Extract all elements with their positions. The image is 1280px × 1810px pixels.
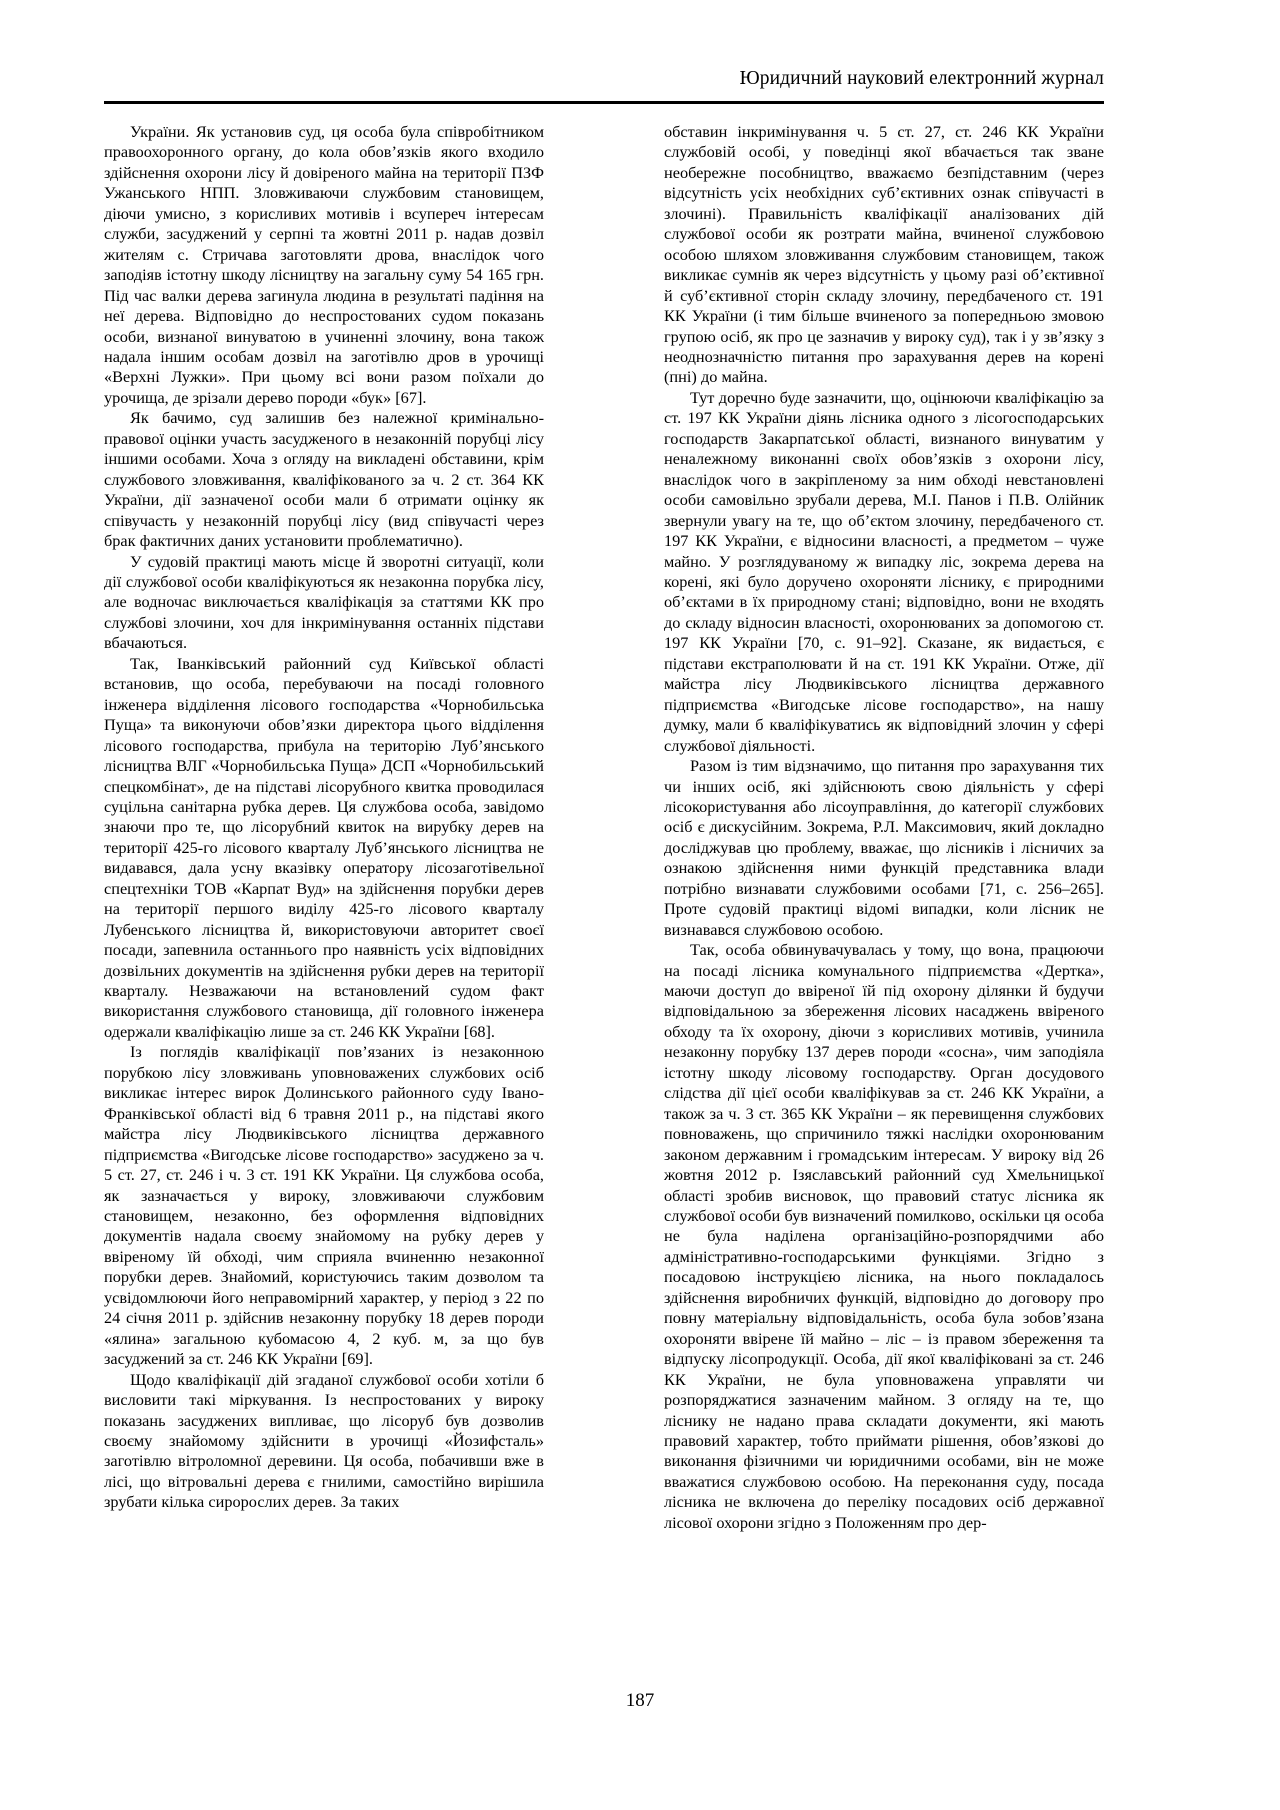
paragraph: Так, особа обвинувачувалась у тому, що вона, працюючи на посаді лісника комунального підприємства «Дертка», маючи доступ до ввіреної їй під охорону ділянки й будучи відповідальною за збереження лісових насаджень ввіреного обходу та їх охорону, діючи з корисливих мотивів, учинила незаконну порубку 137 дерев породи «сосна», чим заподіяла істотну шкоду лісовому господарству. Орган досудового слідства дії цієї особи кваліфікував за ст. 246 КК України, а також за ч. 3 ст. 365 КК України – як перевищення службових повноважень, що спричинило тяжкі наслідки охоронюваним законом державним і громадським інтересам. У вироку від 26 жовтня 2012 р. Ізяславський районний суд Хмельницької області зробив висновок, що правовий статус лісника як службової особи був визначений помилково, оскільки ця особа не була наділена організаційно-розпорядчими або адміністративно-господарськими функціями. Згідно з посадовою інструкцією лісника, на нього покладалось здійснення виробничих функцій, відповідно до договору про повну матеріальну відповідальність, особа була зобов’язана охороняти ввірене їй майно – ліс – із правом збереження та відпуску лісопродукції. Особа, дії якої кваліфіковані за ст. 246 КК України, не була уповноважена управляти чи розпоряджатися зазначеним майном. З огляду на те, що ліснику не надано права складати документи, які мають правовий характер, тобто приймати рішення, обов’язкові до виконання фізичними чи юридичними особами, він не може вважатися службовою особою. На переконання суду, посада лісника не включена до переліку посадових осіб державної лісової охорони згідно з Положенням про дер- <box>664 940 1104 1532</box>
paragraph: Тут доречно буде зазначити, що, оцінюючи кваліфікацію за ст. 197 КК України діянь лісника одного з лісогосподарських господарств Закарпатської області, визнаного винуватим у неналежному виконанні своїх обов’язків з охорони лісу, внаслідок чого в закріпленому за ним обході невстановлені особи самовільно зрубали дерева, М.І. Панов і П.В. Олійник звернули увагу на те, що об’єктом злочину, передбаченого ст. 197 КК України, є відносини власності, а предметом – чуже майно. У розглядуваному ж випадку ліс, зокрема дерева на корені, які було доручено охороняти ліснику, є природними об’єктами в їх природному стані; відповідно, вони не входять до складу відносин власності, охоронюваних за допомогою ст. 197 КК України [70, с. 91–92]. Сказане, як видається, є підстави екстраполювати й на ст. 191 КК України. Отже, дії майстра лісу Людвиківського лісництва державного підприємства «Вигодське лісове господарство», на нашу думку, мали б кваліфікуватись як відповідний злочин у сфері службової діяльності. <box>664 387 1104 755</box>
paragraph: Як бачимо, суд залишив без належної кримінально-правової оцінки участь засудженого в незаконній порубці лісу іншими особами. Хоча з огляду на викладені обставини, крім службового зловживання, кваліфікованого за ч. 2 ст. 364 КК України, дії зазначеної особи мали б отримати оцінку як співучасть у незаконній порубці лісу (вид співучасті через брак фактичних даних установити проблематично). <box>104 408 544 551</box>
paragraph: обставин інкримінування ч. 5 ст. 27, ст. 246 КК України службовій особі, у поведінці якої вбачається так зване необережне пособництво, вважаємо безпідставним (через відсутність усіх необхідних суб’єктивних ознак співучасті в злочині). Правильність кваліфікації аналізованих дій службової особи як розтрати майна, вчиненої службовою особою шляхом зловживання службовим становищем, також викликає сумнів як через відсутність у цьому разі об’єктивної й суб’єктивної сторін складу злочину, передбаченого ст. 191 КК України (і тим більше вчиненого за попередньою змовою групою осіб, як про це зазначив у вироку суд), так і у зв’язку з неоднозначністю питання про зарахування дерев на корені (пні) до майна. <box>664 122 1104 387</box>
page-number: 187 <box>625 1690 655 1711</box>
paragraph: України. Як установив суд, ця особа була співробітником правоохоронного органу, до кола обов’язків якого входило здійснення охорони лісу й довіреного майна на території ПЗФ Ужанського НПП. Зловживаючи службовим становищем, діючи умисно, з корисливих мотивів і всупереч інтересам служби, засуджений у серпні та жовтні 2011 р. надав дозвіл жителям с. Стричава заготовляти дрова, внаслідок чого заподіяв істотну шкоду лісництву на загальну суму 54 165 грн. Під час валки дерева загинула людина в результаті падіння на неї дерева. Відповідно до неспростованих судом показань особи, визнаної винуватою в учиненні злочину, вона також надала іншим особам дозвіл на заготівлю дров в урочищі «Верхні Лужки». При цьому всі вони разом поїхали до урочища, де зрізали дерево породи «бук» [67]. <box>104 122 544 407</box>
header-divider <box>104 101 1104 104</box>
left-column <box>104 122 544 1533</box>
paragraph: Із поглядів кваліфікації пов’язаних із незаконною порубкою лісу зловживань уповноважених службових осіб викликає інтерес вирок Долинського районного суду Івано-Франківської області від 6 травня 2011 р., на підставі якого майстра лісу Людвиківського лісництва державного підприємства «Вигодське лісове господарство» засуджено за ч. 5 ст. 27, ст. 246 і ч. 3 ст. 191 КК України. Ця службова особа, як зазначається у вироку, зловживаючи службовим становищем, незаконно, без оформлення відповідних документів надала своєму знайомому на рубку дерев у ввіреному їй обході, чим сприяла вчиненню незаконної порубки дерев. Знайомий, користуючись таким дозволом та усвідомлюючи його неправомірний характер, у період з 22 по 24 січня 2011 р. здійснив незаконну порубку 18 дерев породи «ялина» загальною кубомасою 4, 2 куб. м, за що був засуджений за ст. 246 КК України [69]. <box>104 1042 544 1369</box>
paragraph: Щодо кваліфікації дій згаданої службової особи хотіли б висловити такі міркування. Із неспростованих у вироку показань засуджених випливає, що лісоруб був дозволив своєму знайомому здійснити в урочищі «Йозифсталь» заготівлю вітроломної деревини. Ця особа, побачивши вже в лісі, що вітровальні дерева є гнилими, самостійно вирішила зрубати кілька сиророслих дерев. За таких <box>104 1369 544 1512</box>
paragraph: Разом із тим відзначимо, що питання про зарахування тих чи інших осіб, які здійснюють свою діяльність у сфері лісокористування або лісоуправління, до категорії службових осіб є дискусійним. Зокрема, Р.Л. Максимович, який докладно досліджував цю проблему, вважає, що лісників і лісничих за ознакою здійснення ними функцій представника влади потрібно визнавати службовими особами [71, с. 256–265]. Проте судовій практиці відомі випадки, коли лісник не визнавався службовою особою. <box>664 756 1104 939</box>
paragraph: У судовій практиці мають місце й зворотні ситуації, коли дії службової особи кваліфікуються як незаконна порубка лісу, але водночас виключається кваліфікація за статтями КК про службові злочини, хоч для інкримінування останніх підстави вбачаються. <box>104 551 544 653</box>
running-header: Юридичний науковий електронний журнал <box>739 68 1104 89</box>
paragraph: Так, Іванківський районний суд Київської області встановив, що особа, перебуваючи на посаді головного інженера відділення лісового господарства «Чорнобильська Пуща» та виконуючи обов’язки директора цього відділення лісового господарства, прибула на територію Луб’янського лісництва ВЛГ «Чорнобильська Пуща» ДСП «Чорнобильський спецкомбінат», де на підставі лісорубного квитка проводилася суцільна санітарна рубка дерев. Ця службова особа, завідомо знаючи про те, що лісорубний квиток на вирубку дерев на території 425-го лісового квapталу Луб’янського лісництва не видавався, дала усну вказівку оператору лісозаготівельної спецтехніки ТОВ «Карпат Вуд» на здійснення порубки дерев на території першого виділу 425-го лісового квapталу Лубенського лісництва й, використовуючи авторитет своєї посади, запевнила останнього про наявність усіх відповідних дозвільних документів на здійснення рубки дерев на території квapталу. Незважаючи на встановлений судом факт використання службового становища, дії головного інженера одержали кваліфікацію лише за ст. 246 КК України [68]. <box>104 653 544 1041</box>
right-column <box>664 122 1104 1533</box>
two-column-body <box>104 122 1104 1533</box>
